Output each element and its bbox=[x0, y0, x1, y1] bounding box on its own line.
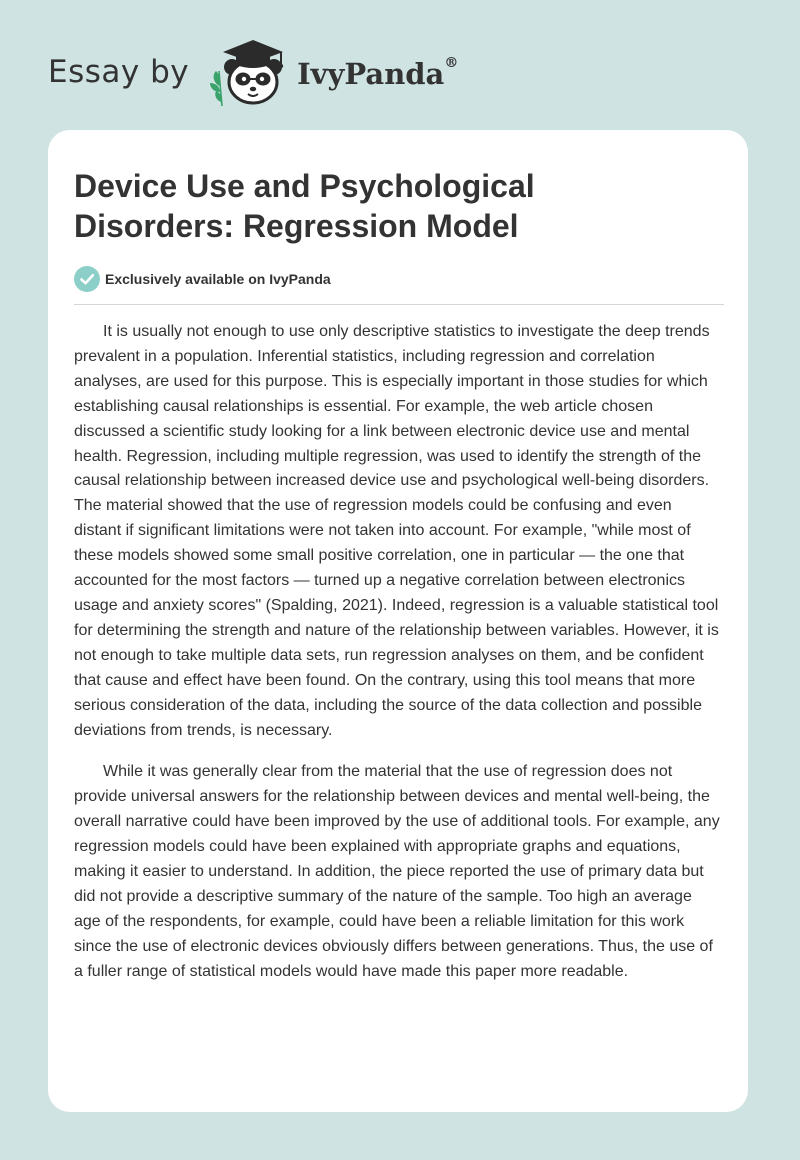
page-title: Device Use and Psychological Disorders: Regression Model bbox=[74, 168, 535, 244]
paragraph: It is usually not enough to use only descriptive statistics to investigate the deep trends prevalent in a population. Inferential statistics, including regression and correlation analyses, are used for this purpose. This is especially important in those studies for which establishing causal relationships is essential. For example, the web article chosen discussed a scientific study looking for a link between electronic device use and mental health. Regression, including multiple regression, was used to identify the strength of the causal relationship between increased device use and psychological well-being disorders. The material showed that the use of regression models could be confusing and even distant if significant limitations were not taken into account. For example, "while most of these models showed some small positive correlation, one in particular — the one that accounted for the most factors — turned up a negative correlation between electronics usage and anxiety scores" (Spalding, 2021). Indeed, regression is a valuable statistical tool for determining the strength and nature of the relationship between variables. However, it is not enough to take multiple data sets, run regression analyses on them, and be confident that cause and effect have been found. On the contrary, using this tool means that more serious consideration of the data, including the source of the data collection and possible deviations from trends, is necessary. bbox=[74, 323, 719, 739]
essay-card bbox=[48, 130, 748, 1112]
check-circle-icon bbox=[74, 266, 100, 292]
brand-name-text: IvyPanda bbox=[297, 57, 445, 91]
essay-body bbox=[74, 320, 722, 985]
brand-name[interactable] bbox=[297, 57, 458, 91]
site-header bbox=[48, 34, 458, 110]
registered-mark: ® bbox=[444, 55, 459, 72]
title-divider bbox=[74, 304, 724, 305]
paragraph: While it was generally clear from the material that the use of regression does not provide universal answers for the relationship between devices and mental well-being, the overall narrative could have been improved by the use of additional tools. For example, any regression models could have been explained with appropriate graphs and equations, making it easier to understand. In addition, the piece reported the use of primary data but did not provide a descriptive summary of the nature of the sample. Too high an average age of the respondents, for example, could have been a reliable limitation for this work since the use of electronic devices obviously differs between generations. Thus, the use of a fuller range of statistical models would have made this paper more readable. bbox=[74, 763, 720, 980]
exclusive-badge bbox=[74, 266, 722, 292]
panda-graduate-logo-icon[interactable] bbox=[203, 34, 295, 110]
exclusive-badge-label: Exclusively available on IvyPanda bbox=[105, 271, 331, 287]
essay-by-label: Essay by bbox=[48, 54, 190, 90]
